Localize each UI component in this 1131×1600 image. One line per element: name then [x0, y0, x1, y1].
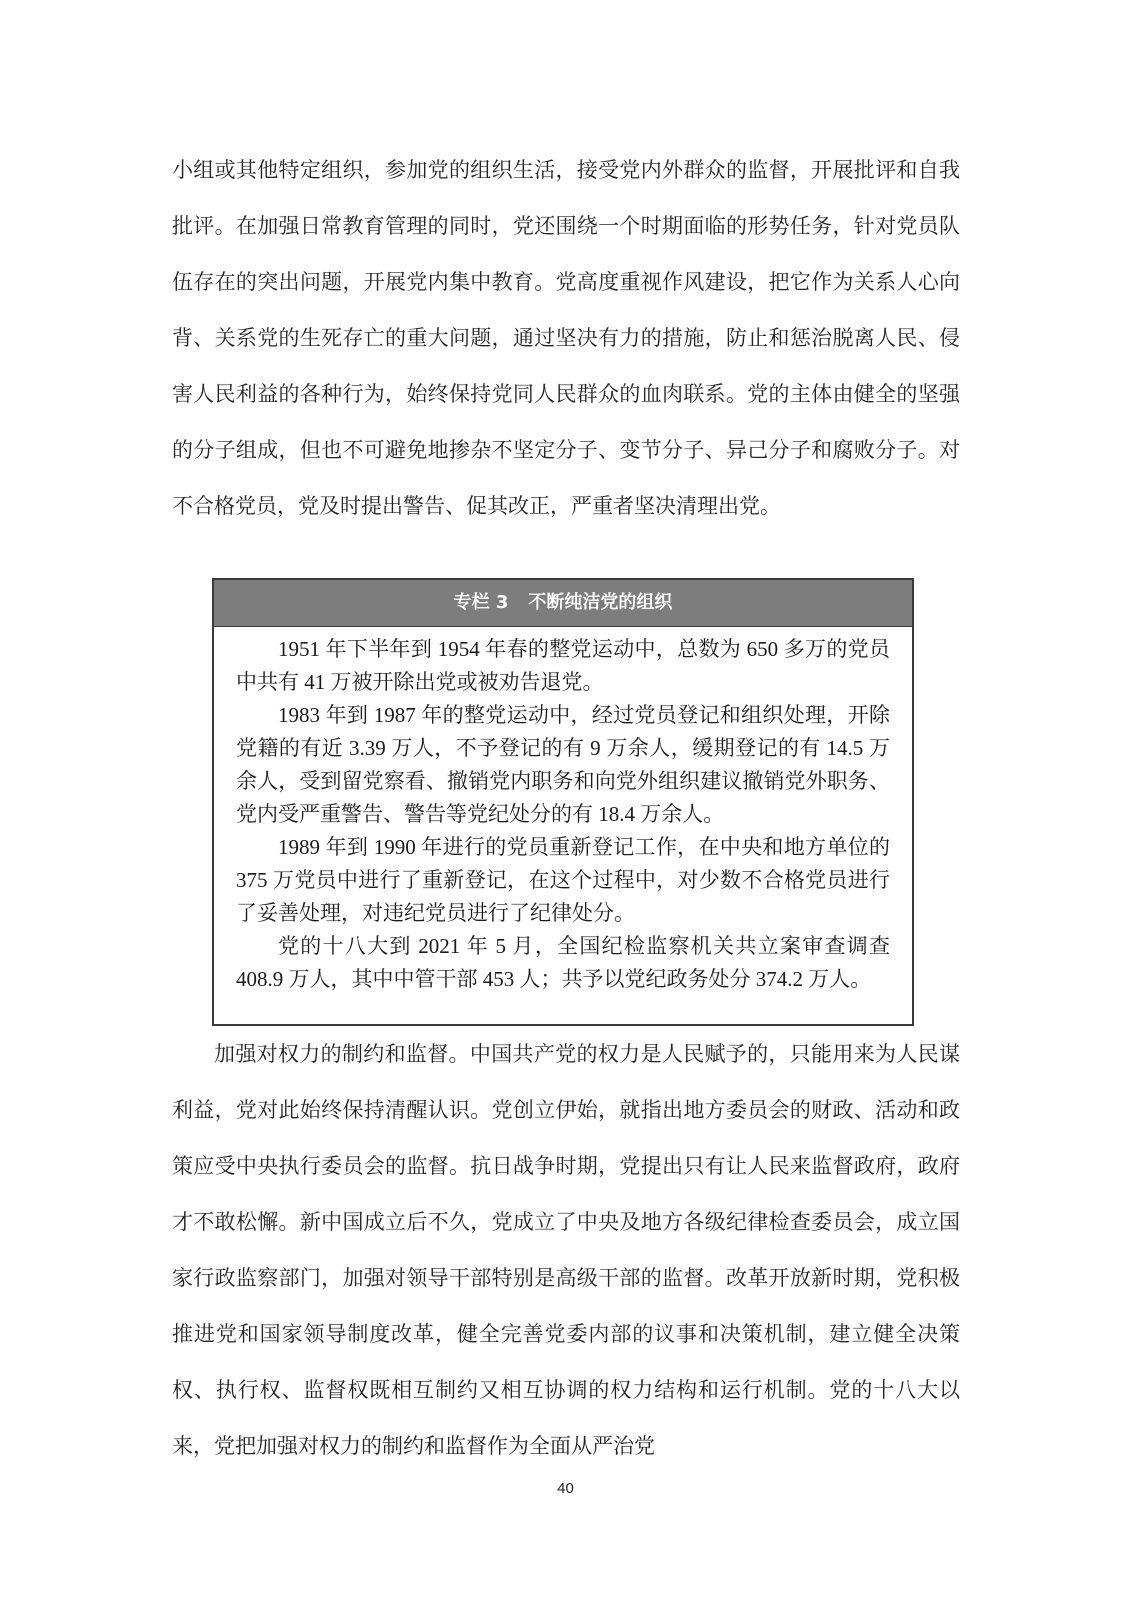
column-box-paragraph: 1989 年到 1990 年进行的党员重新登记工作，在中央和地方单位的 375 万党员中进行了重新登记，在这个过程中，对少数不合格党员进行了妥善处理，对违纪党员进行了纪律处分。	[236, 835, 890, 925]
column-box-body	[214, 627, 912, 996]
column-box-title: 不断纯洁党的组织	[528, 592, 673, 613]
page-number: 40	[557, 1480, 574, 1497]
column-box-label: 专栏 3	[453, 592, 509, 613]
main-paragraph: 加强对权力的制约和监督。中国共产党的权力是人民赋予的，只能用来为人民谋利益，党对此始终保持清醒认识。党创立伊始，就指出地方委员会的财政、活动和政策应受中央执行委员会的监督。抗日战争时期，党提出只有让人民来监督政府，政府才不敢松懈。新中国成立后不久，党成立了中央及地方各级纪律检查委员会，成立国家行政监察部门，加强对领导干部特别是高级干部的监督。改革开放新时期，党积极推进党和国家领导制度改革，健全完善党委内部的议事和决策机制，建立健全决策权、执行权、监督权既相互制约又相互协调的权力结构和运行机制。党的十八大以来，党把加强对权力的制约和监督作为全面从严治党	[172, 1042, 960, 1458]
column-box-header	[214, 580, 912, 627]
column-box-paragraph: 1951 年下半年到 1954 年春的整党运动中，总数为 650 多万的党员中共有 41 万被开除出党或被劝告退党。	[236, 637, 890, 694]
column-box-paragraph: 1983 年到 1987 年的整党运动中，经过党员登记和组织处理，开除党籍的有近 3.39 万人，不予登记的有 9 万余人，缓期登记的有 14.5 万余人，受到留党察看、撤销党内职务和向党外组织建议撤销党外职务、党内受严重警告、警告等党纪处分的有 18.4 万余人。	[236, 703, 890, 826]
intro-paragraph: 小组或其他特定组织，参加党的组织生活，接受党内外群众的监督，开展批评和自我批评。在加强日常教育管理的同时，党还围绕一个时期面临的形势任务，针对党员队伍存在的突出问题，开展党内集中教育。党高度重视作风建设，把它作为关系人心向背、关系党的生死存亡的重大问题，通过坚决有力的措施，防止和惩治脱离人民、侵害人民利益的各种行为，始终保持党同人民群众的血肉联系。党的主体由健全的坚强的分子组成，但也不可避免地掺杂不坚定分子、变节分子、异己分子和腐败分子。对不合格党员，党及时提出警告、促其改正，严重者坚决清理出党。	[172, 158, 960, 518]
column-box	[212, 578, 914, 1026]
column-box-paragraph: 党的十八大到 2021 年 5 月，全国纪检监察机关共立案审查调查 408.9 万人，其中中管干部 453 人；共予以党纪政务处分 374.2 万人。	[236, 934, 890, 991]
